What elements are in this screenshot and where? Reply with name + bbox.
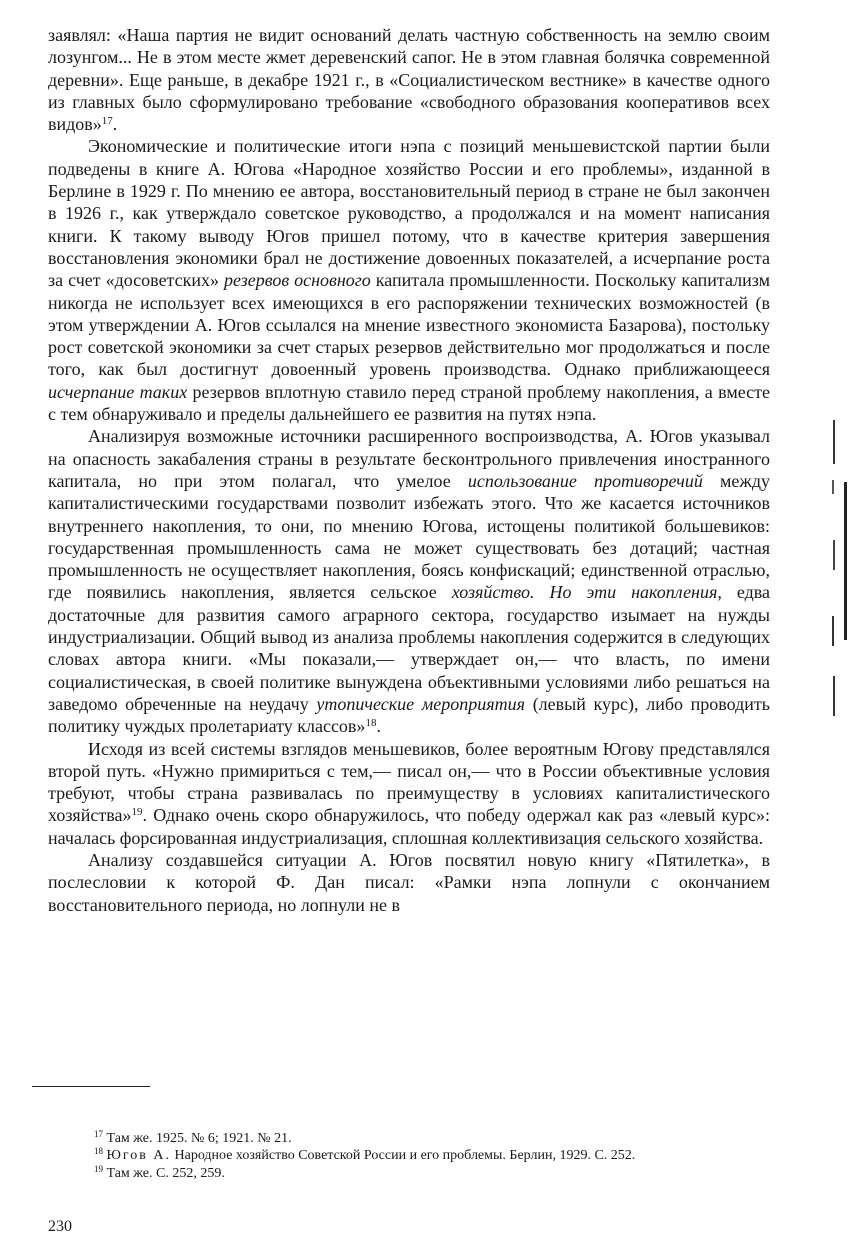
footnote-text: Там же. С. 252, 259. bbox=[106, 1165, 225, 1181]
paragraph bbox=[48, 24, 770, 135]
footnotes bbox=[48, 1130, 774, 1182]
emphasis-text: использование противоречий bbox=[467, 470, 703, 491]
footnote-text: Народное хозяйство Советской России и его проблемы. Берлин, 1929. С. 252. bbox=[171, 1148, 636, 1164]
footnote-19 bbox=[48, 1165, 774, 1182]
text-run: резервов вплотную ставило перед страной проблему накопления, а вместе с тем обнаруживало и пределы дальнейшего ее развития на путях нэпа. bbox=[48, 381, 770, 425]
text-run: капитала промышленности. Поскольку капитализм никогда не использует всех имеющихся в его распоряжении технических возможностей (в этом утверждении А. Югов ссылался на мнение известного экономиста Базарова), постольку рост советской экономики за счет старых резервов действительно мог продолжаться и после того, как был достигнут довоенный уровень производства. Однако приближающееся bbox=[48, 270, 770, 380]
text-run: Исходя из всей системы взглядов меньшевиков, более вероятным Югову представлялся второй путь. «Нужно примириться с тем,— писал он,— что в России объективные условия требуют, чтобы страна развивалась по преимуществу в условиях капиталистического хозяйства» bbox=[48, 738, 770, 826]
footnote-17 bbox=[48, 1130, 774, 1147]
paragraph bbox=[48, 425, 770, 737]
paragraph bbox=[48, 738, 770, 849]
text-run: (левый курс), либо проводить политику чуждых пролетариату классов» bbox=[48, 693, 771, 737]
emphasis-text: исчерпание таких bbox=[48, 381, 188, 402]
footnote-number: 18 bbox=[94, 1146, 103, 1157]
emphasis-text: резервов основного bbox=[223, 270, 371, 291]
text-run: . Однако очень скоро обнаружилось, что победу одержал как раз «левый курс»: началась форсированная индустриализация, сплошная коллективизация сельского хозяйства. bbox=[48, 805, 770, 848]
footnote-reference: 18 bbox=[365, 717, 377, 730]
text-run: Анализируя возможные источники расширенного воспроизводства, А. Югов указывал на опасность закабаления страны в результате бесконтрольного привлечения иностранного капитала, но при этом полагал, что умелое bbox=[48, 426, 770, 491]
text-run: . bbox=[376, 716, 381, 737]
footnote-separator bbox=[32, 1086, 150, 1087]
page-body bbox=[48, 24, 770, 916]
margin-line-mark bbox=[828, 420, 850, 720]
footnote-reference: 19 bbox=[131, 806, 143, 819]
footnote-text: Там же. 1925. № 6; 1921. № 21. bbox=[106, 1131, 292, 1146]
text-run: едва достаточные для развития самого аграрного сектора, государство изымает на нужды индустриализации. Общий вывод из анализа проблемы накопления содержится в следующих словах автора книги. «Мы показали,— утверждает он,— что власть, по имени социалистическая, в своей политике вынуждена объективными условиями либо решаться на заведомо обреченные на неудачу bbox=[48, 582, 770, 714]
paragraph bbox=[48, 135, 770, 425]
footnote-author: Югов А. bbox=[106, 1148, 172, 1164]
text-run: Экономические и политические итоги нэпа с позиций меньшевистской партии были подведены в книге А. Югова «Народное хозяйство России и его проблемы», изданной в Берлине в 1929 г. По мнению ее автора, восстановительный период в стране не был закончен в 1926 г., как утверждало советское руководство, а продолжался и на момент написания книги. К такому выводу Югов пришел потому, что в качестве критерия завершения восстановления экономики брал не достижение довоенных показателей, а исчерпание роста за счет «досоветских» bbox=[48, 136, 770, 291]
text-run: . bbox=[112, 114, 118, 135]
text-run: заявлял: «Наша партия не видит оснований делать частную собственность на землю своим лозунгом... Не в этом месте жмет деревенский сапог. Не в этом главная болячка современной деревни». Еще раньше, в декабре 1921 г., в «Социалистическом вестнике» в качестве одного из главных было сформулировано требование «свободного образования кооперативов всех видов» bbox=[48, 25, 770, 135]
footnote-number: 19 bbox=[94, 1163, 103, 1174]
text-run: между капиталистическими государствами позволит избежать этого. Что же касается источников внутреннего накопления, то они, по мнению Югова, истощены политикой большевиков: государственная промышленность сама не может существовать без дотаций; частная промышленность не осуществляет накопления, боясь конфискаций; единственной отраслью, где появились накопления, является сельское bbox=[48, 470, 770, 603]
emphasis-text: хозяйство. Но эти накопления, bbox=[451, 582, 722, 603]
paragraph bbox=[48, 849, 770, 916]
emphasis-text: утопические мероприятия bbox=[316, 693, 526, 714]
footnote-number: 17 bbox=[94, 1129, 103, 1139]
page-number: 230 bbox=[48, 1218, 72, 1235]
text-run: Анализу создавшейся ситуации А. Югов посвятил новую книгу «Пятилетка», в послесловии к которой Ф. Дан писал: «Рамки нэпа лопнули с окончанием восстановительного периода, но лопнули не в bbox=[48, 849, 770, 915]
footnote-18 bbox=[48, 1147, 774, 1164]
footnote-reference: 17 bbox=[101, 115, 113, 128]
